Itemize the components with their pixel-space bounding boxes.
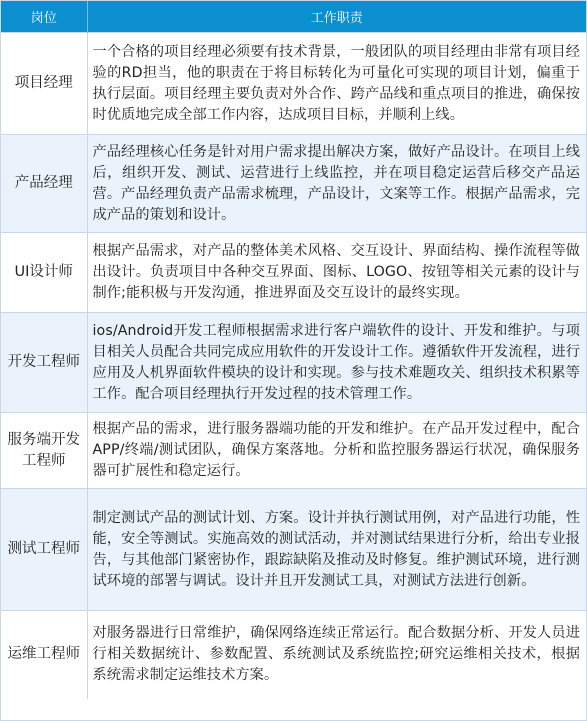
role-cell: 测试工程师 (1, 489, 87, 611)
table-body (1, 33, 586, 699)
duty-cell: 一个合格的项目经理必须要有技术背景，一般团队的项目经理由非常有项目经验的RD担当，他的职责在于将目标转化为可量化可实现的项目计划，偏重于执行层面。项目经理主要负责对外合作、跨产品线和重点项目的推进，确保按时优质地完成全部工作内容，达成项目目标，并顺利上线。 (87, 33, 586, 135)
role-cell: 项目经理 (1, 33, 87, 135)
table-header (1, 1, 586, 33)
role-cell: UI设计师 (1, 233, 87, 313)
table-row (1, 611, 586, 699)
table-row (1, 233, 586, 313)
header-role: 岗位 (1, 1, 87, 33)
table-row (1, 33, 586, 135)
duty-cell: 根据产品的需求，进行服务器端功能的开发和维护。在产品开发过程中，配合APP/终端/测试团队，确保方案落地。分析和监控服务器运行状况，确保服务器可扩展性和稳定运行。 (87, 413, 586, 489)
duty-cell: 根据产品需求，对产品的整体美术风格、交互设计、界面结构、操作流程等做出设计。负责项目中各种交互界面、图标、LOGO、按钮等相关元素的设计与制作;能积极与开发沟通，推进界面及交互设计的最终实现。 (87, 233, 586, 313)
table-header-row (1, 1, 586, 33)
table-row (1, 313, 586, 413)
duty-cell: 对服务器进行日常维护，确保网络连续正常运行。配合数据分析、开发人员进行相关数据统计、参数配置、系统测试及系统监控;研究运维相关技术，根据系统需求制定运维技术方案。 (87, 611, 586, 699)
role-cell: 产品经理 (1, 135, 87, 233)
table-row (1, 135, 586, 233)
duty-cell: ios/Android开发工程师根据需求进行客户端软件的设计、开发和维护。与项目相关人员配合共同完成应用软件的开发设计工作。遵循软件开发流程，进行应用及人机界面软件模块的设计和实现。参与技术难题攻关、组织技术积累等工作。配合项目经理执行开发过程的技术管理工作。 (87, 313, 586, 413)
duty-cell: 制定测试产品的测试计划、方案。设计并执行测试用例，对产品进行功能，性能，安全等测试。实施高效的测试活动，并对测试结果进行分析，给出专业报告，与其他部门紧密协作，跟踪缺陷及推动及时修复。维护测试环境，进行测试环境的部署与调试。设计并且开发测试工具，对测试方法进行创新。 (87, 489, 586, 611)
table-row (1, 489, 586, 611)
role-cell: 服务端开发工程师 (1, 413, 87, 489)
role-cell: 开发工程师 (1, 313, 87, 413)
duty-cell: 产品经理核心任务是针对用户需求提出解决方案，做好产品设计。在项目上线后，组织开发、测试、运营进行上线监控，并在项目稳定运营后移交产品运营。产品经理负责产品需求梳理，产品设计，文案等工作。根据产品需求，完成产品的策划和设计。 (87, 135, 586, 233)
role-cell: 运维工程师 (1, 611, 87, 699)
header-duty: 工作职责 (87, 1, 586, 33)
table-row (1, 413, 586, 489)
roles-duties-table (1, 1, 586, 699)
